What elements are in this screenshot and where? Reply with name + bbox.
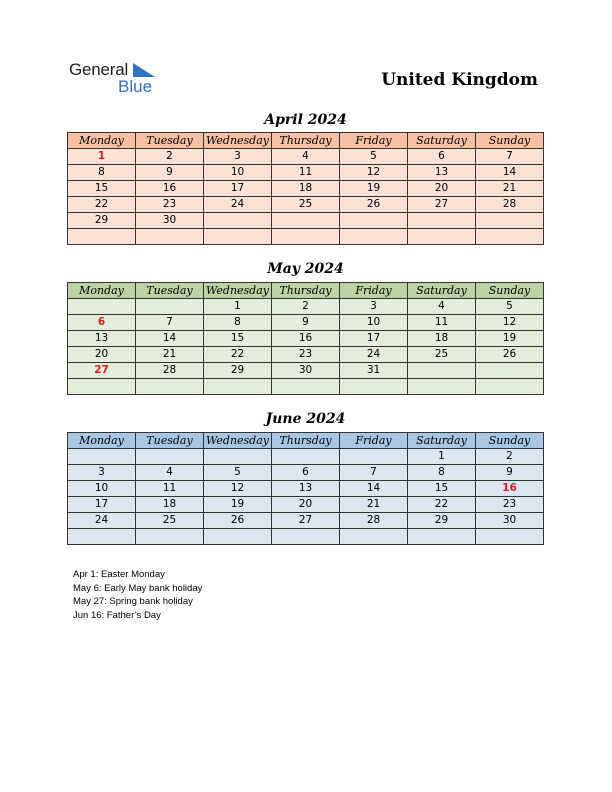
day-cell: 16	[272, 331, 340, 347]
empty-day-cell	[136, 229, 204, 245]
day-cell: 21	[476, 181, 544, 197]
day-cell: 11	[136, 481, 204, 497]
day-cell: 27	[408, 197, 476, 213]
day-cell: 29	[408, 513, 476, 529]
day-cell: 7	[476, 149, 544, 165]
day-cell: 24	[68, 513, 136, 529]
day-cell: 7	[340, 465, 408, 481]
weekday-header: Thursday	[272, 433, 340, 449]
empty-day-cell	[136, 379, 204, 395]
week-row	[68, 299, 544, 315]
day-cell: 3	[340, 299, 408, 315]
empty-day-cell	[408, 213, 476, 229]
day-cell: 15	[204, 331, 272, 347]
day-cell: 8	[408, 465, 476, 481]
day-cell: 30	[272, 363, 340, 379]
holiday-note: Apr 1: Easter Monday	[73, 569, 165, 580]
day-cell: 19	[204, 497, 272, 513]
empty-day-cell	[68, 299, 136, 315]
day-cell: 8	[204, 315, 272, 331]
empty-day-cell	[476, 213, 544, 229]
empty-day-cell	[408, 363, 476, 379]
day-cell: 26	[476, 347, 544, 363]
empty-day-cell	[476, 363, 544, 379]
day-cell: 19	[476, 331, 544, 347]
weekday-header: Tuesday	[136, 433, 204, 449]
empty-day-cell	[136, 299, 204, 315]
empty-day-cell	[272, 229, 340, 245]
day-cell: 22	[408, 497, 476, 513]
week-row	[68, 347, 544, 363]
empty-day-cell	[68, 449, 136, 465]
day-cell: 29	[68, 213, 136, 229]
empty-day-cell	[136, 529, 204, 545]
day-cell: 3	[204, 149, 272, 165]
weekday-header: Sunday	[476, 133, 544, 149]
day-cell: 1	[408, 449, 476, 465]
logo	[69, 60, 169, 96]
day-cell: 7	[136, 315, 204, 331]
day-cell: 14	[136, 331, 204, 347]
weekday-header: Friday	[340, 283, 408, 299]
empty-day-cell	[272, 379, 340, 395]
week-row	[68, 513, 544, 529]
logo-text-blue: Blue	[118, 77, 153, 96]
empty-day-cell	[476, 379, 544, 395]
week-row	[68, 465, 544, 481]
holiday-notes	[73, 568, 202, 622]
month-title-april: April 2024	[264, 112, 347, 128]
weekday-header: Saturday	[408, 283, 476, 299]
country-title: United Kingdom	[381, 70, 538, 90]
empty-day-cell	[476, 529, 544, 545]
day-cell: 18	[272, 181, 340, 197]
weekday-header-row	[68, 133, 544, 149]
day-cell: 4	[408, 299, 476, 315]
week-row	[68, 363, 544, 379]
day-cell: 25	[136, 513, 204, 529]
empty-day-cell	[272, 213, 340, 229]
holiday-day-cell: 27	[68, 363, 136, 379]
week-row	[68, 149, 544, 165]
week-row	[68, 331, 544, 347]
day-cell: 23	[136, 197, 204, 213]
weekday-header: Monday	[68, 283, 136, 299]
day-cell: 28	[340, 513, 408, 529]
day-cell: 25	[272, 197, 340, 213]
weekday-header: Thursday	[272, 133, 340, 149]
day-cell: 23	[476, 497, 544, 513]
day-cell: 14	[476, 165, 544, 181]
day-cell: 15	[68, 181, 136, 197]
day-cell: 9	[136, 165, 204, 181]
empty-day-cell	[272, 449, 340, 465]
week-row	[68, 181, 544, 197]
calendar-april	[67, 132, 544, 245]
empty-day-cell	[408, 379, 476, 395]
week-row	[68, 213, 544, 229]
empty-day-cell	[204, 213, 272, 229]
day-cell: 20	[408, 181, 476, 197]
day-cell: 17	[204, 181, 272, 197]
weekday-header: Sunday	[476, 433, 544, 449]
day-cell: 16	[136, 181, 204, 197]
day-cell: 9	[272, 315, 340, 331]
weekday-header: Saturday	[408, 133, 476, 149]
empty-day-cell	[68, 379, 136, 395]
empty-day-cell	[204, 229, 272, 245]
day-cell: 4	[136, 465, 204, 481]
calendar-may	[67, 282, 544, 395]
empty-day-cell	[340, 449, 408, 465]
day-cell: 31	[340, 363, 408, 379]
holiday-day-cell: 6	[68, 315, 136, 331]
day-cell: 20	[272, 497, 340, 513]
empty-day-cell	[136, 449, 204, 465]
day-cell: 28	[476, 197, 544, 213]
holiday-note: May 27: Spring bank holiday	[73, 596, 193, 607]
empty-day-cell	[204, 449, 272, 465]
day-cell: 29	[204, 363, 272, 379]
day-cell: 19	[340, 181, 408, 197]
day-cell: 20	[68, 347, 136, 363]
day-cell: 6	[272, 465, 340, 481]
day-cell: 17	[68, 497, 136, 513]
empty-day-cell	[204, 379, 272, 395]
week-row	[68, 529, 544, 545]
day-cell: 22	[204, 347, 272, 363]
day-cell: 10	[204, 165, 272, 181]
empty-day-cell	[340, 379, 408, 395]
week-row	[68, 449, 544, 465]
day-cell: 3	[68, 465, 136, 481]
day-cell: 2	[136, 149, 204, 165]
day-cell: 17	[340, 331, 408, 347]
day-cell: 24	[340, 347, 408, 363]
weekday-header: Tuesday	[136, 133, 204, 149]
weekday-header: Monday	[68, 433, 136, 449]
empty-day-cell	[272, 529, 340, 545]
holiday-note: May 6: Early May bank holiday	[73, 582, 203, 594]
day-cell: 26	[340, 197, 408, 213]
weekday-header: Saturday	[408, 433, 476, 449]
holiday-day-cell: 16	[476, 481, 544, 497]
empty-day-cell	[340, 529, 408, 545]
day-cell: 30	[476, 513, 544, 529]
empty-day-cell	[476, 229, 544, 245]
day-cell: 28	[136, 363, 204, 379]
day-cell: 30	[136, 213, 204, 229]
day-cell: 21	[136, 347, 204, 363]
weekday-header: Wednesday	[204, 283, 272, 299]
weekday-header: Friday	[340, 433, 408, 449]
empty-day-cell	[340, 213, 408, 229]
day-cell: 23	[272, 347, 340, 363]
day-cell: 14	[340, 481, 408, 497]
day-cell: 12	[204, 481, 272, 497]
empty-day-cell	[204, 529, 272, 545]
day-cell: 15	[408, 481, 476, 497]
logo-triangle-icon	[133, 63, 155, 77]
empty-day-cell	[68, 229, 136, 245]
day-cell: 2	[476, 449, 544, 465]
day-cell: 1	[204, 299, 272, 315]
week-row	[68, 379, 544, 395]
day-cell: 13	[68, 331, 136, 347]
empty-day-cell	[68, 529, 136, 545]
month-title-june: June 2024	[265, 411, 346, 427]
day-cell: 5	[204, 465, 272, 481]
weekday-header: Wednesday	[204, 133, 272, 149]
weekday-header: Monday	[68, 133, 136, 149]
day-cell: 8	[68, 165, 136, 181]
day-cell: 26	[204, 513, 272, 529]
day-cell: 18	[408, 331, 476, 347]
day-cell: 6	[408, 149, 476, 165]
day-cell: 11	[408, 315, 476, 331]
day-cell: 11	[272, 165, 340, 181]
day-cell: 10	[68, 481, 136, 497]
empty-day-cell	[408, 229, 476, 245]
day-cell: 2	[272, 299, 340, 315]
empty-day-cell	[408, 529, 476, 545]
day-cell: 13	[272, 481, 340, 497]
day-cell: 18	[136, 497, 204, 513]
holiday-day-cell: 1	[68, 149, 136, 165]
weekday-header: Tuesday	[136, 283, 204, 299]
day-cell: 21	[340, 497, 408, 513]
holiday-note: Jun 16: Father’s Day	[73, 609, 161, 621]
day-cell: 9	[476, 465, 544, 481]
week-row	[68, 197, 544, 213]
day-cell: 24	[204, 197, 272, 213]
weekday-header: Wednesday	[204, 433, 272, 449]
day-cell: 12	[340, 165, 408, 181]
calendar-june	[67, 432, 544, 545]
day-cell: 5	[340, 149, 408, 165]
week-row	[68, 315, 544, 331]
weekday-header-row	[68, 283, 544, 299]
month-title-may: May 2024	[267, 261, 344, 277]
week-row	[68, 165, 544, 181]
day-cell: 22	[68, 197, 136, 213]
week-row	[68, 481, 544, 497]
week-row	[68, 229, 544, 245]
logo-text-general: General	[69, 60, 129, 79]
day-cell: 10	[340, 315, 408, 331]
day-cell: 5	[476, 299, 544, 315]
weekday-header: Thursday	[272, 283, 340, 299]
weekday-header-row	[68, 433, 544, 449]
day-cell: 25	[408, 347, 476, 363]
weekday-header: Sunday	[476, 283, 544, 299]
day-cell: 4	[272, 149, 340, 165]
day-cell: 13	[408, 165, 476, 181]
empty-day-cell	[340, 229, 408, 245]
weekday-header: Friday	[340, 133, 408, 149]
day-cell: 12	[476, 315, 544, 331]
week-row	[68, 497, 544, 513]
day-cell: 27	[272, 513, 340, 529]
